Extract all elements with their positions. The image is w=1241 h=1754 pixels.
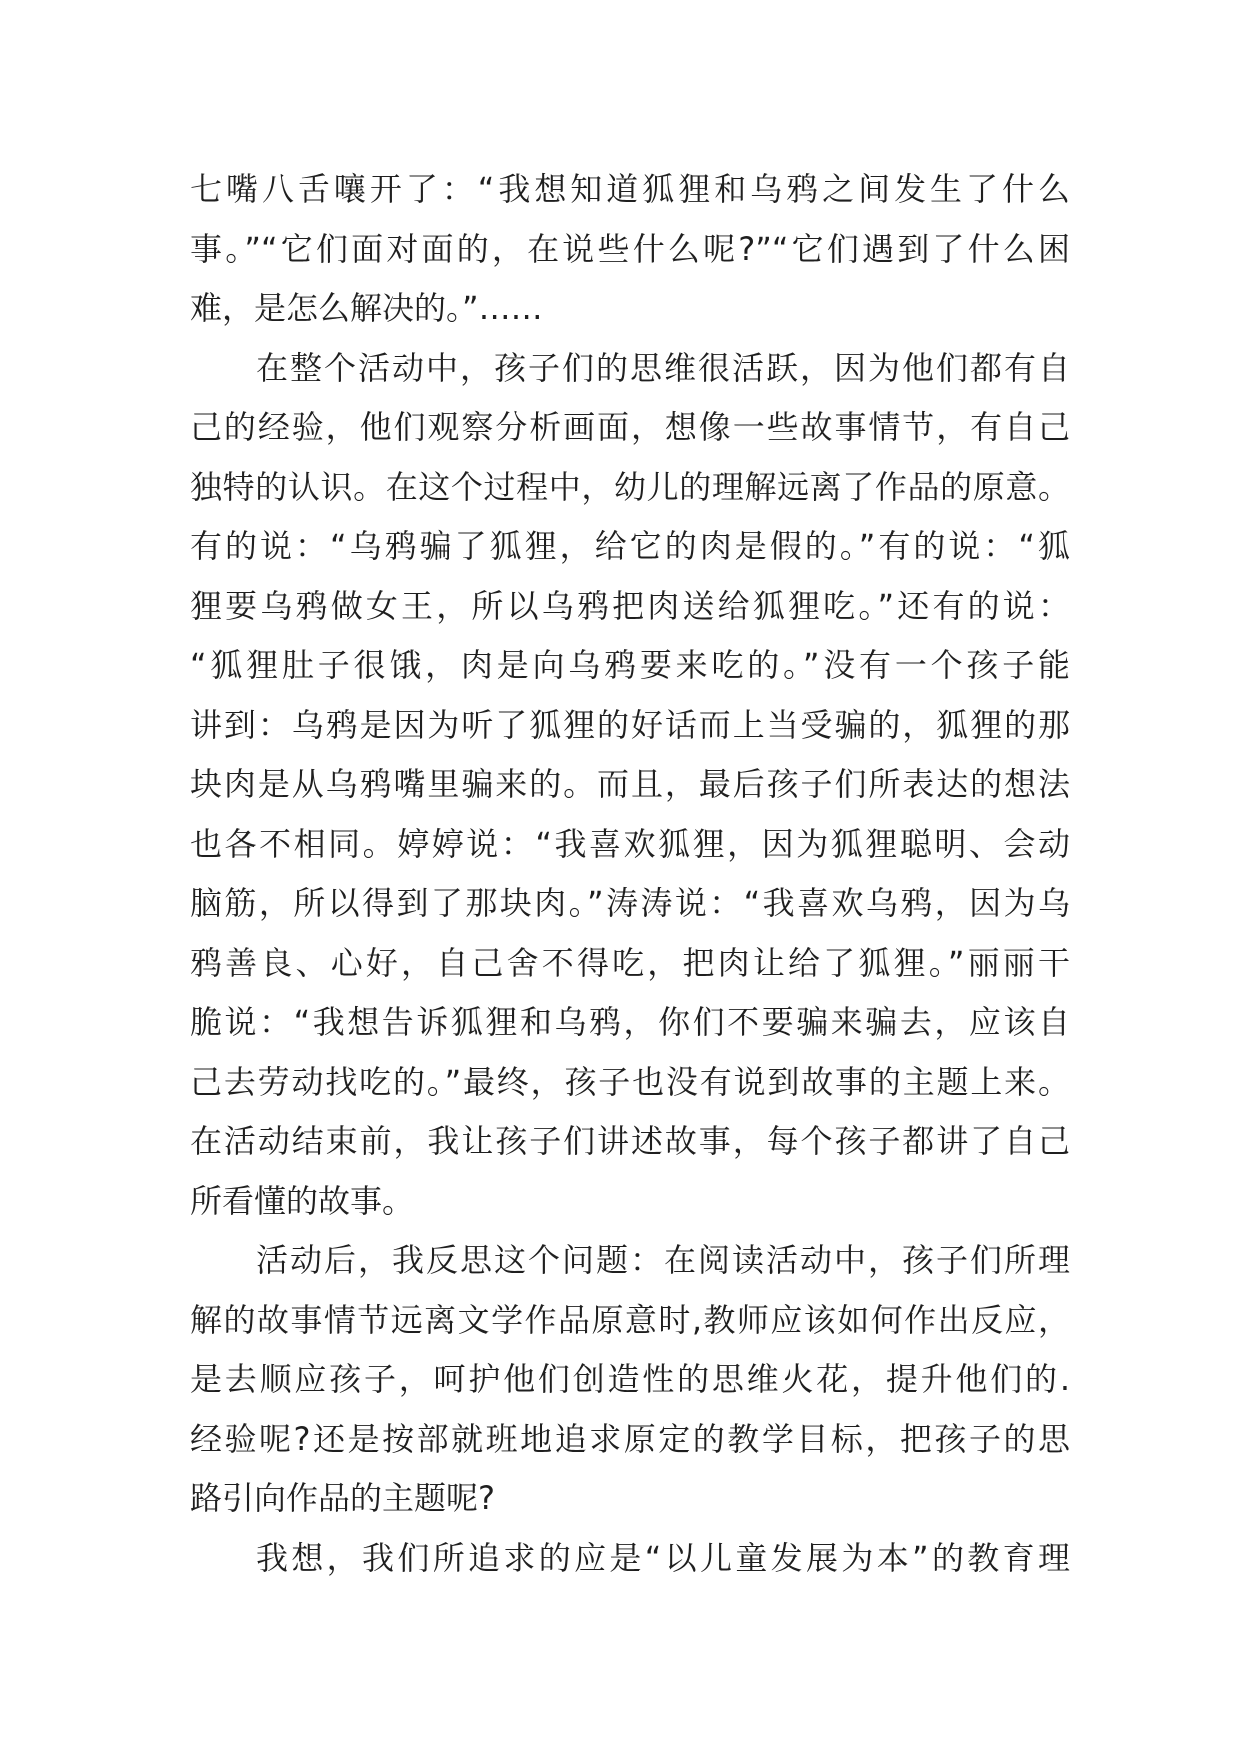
text-line: “狐狸肚子很饿，肉是向乌鸦要来吃的。”没有一个孩子能 bbox=[190, 646, 1070, 684]
text-line: 块肉是从乌鸦嘴里骗来的。而且，最后孩子们所表达的想法 bbox=[190, 765, 1070, 803]
text-line: 己的经验，他们观察分析画面，想像一些故事情节，有自己 bbox=[190, 408, 1070, 446]
text-line: 鸦善良、心好，自己舍不得吃，把肉让给了狐狸。”丽丽干 bbox=[190, 943, 1070, 982]
text-line: 己去劳动找吃的。”最终，孩子也没有说到故事的主题上来。 bbox=[190, 1062, 1070, 1101]
text-line: 七嘴八舌嚷开了：“我想知道狐狸和乌鸦之间发生了什么 bbox=[190, 170, 1070, 208]
text-line: 难，是怎么解决的。”…… bbox=[190, 289, 543, 327]
text-line: 有的说：“乌鸦骗了狐狸，给它的肉是假的。”有的说：“狐 bbox=[190, 527, 1070, 565]
text-line: 经验呢?还是按部就班地追求原定的教学目标，把孩子的思 bbox=[190, 1419, 1070, 1458]
text-line: 事。”“它们面对面的，在说些什么呢?”“它们遇到了什么困 bbox=[190, 229, 1070, 268]
text-line: 狸要乌鸦做女王，所以乌鸦把肉送给狐狸吃。”还有的说： bbox=[190, 586, 1070, 625]
text-line: 脆说：“我想告诉狐狸和乌鸦，你们不要骗来骗去，应该自 bbox=[190, 1003, 1070, 1041]
text-line: 独特的认识。在这个过程中，幼儿的理解远离了作品的原意。 bbox=[190, 467, 1070, 506]
text-line: 在活动结束前，我让孩子们讲述故事，每个孩子都讲了自己 bbox=[190, 1122, 1070, 1160]
text-line: 讲到：乌鸦是因为听了狐狸的好话而上当受骗的，狐狸的那 bbox=[190, 705, 1070, 744]
text-line: 所看懂的故事。 bbox=[190, 1181, 415, 1220]
text-line: 是去顺应孩子，呵护他们创造性的思维火花，提升他们的. bbox=[190, 1360, 1070, 1398]
text-line: 解的故事情节远离文学作品原意时,教师应该如何作出反应， bbox=[190, 1300, 1070, 1339]
text-line: 路引向作品的主题呢? bbox=[190, 1479, 495, 1517]
text-line: 活动后，我反思这个问题：在阅读活动中，孩子们所理 bbox=[256, 1241, 1070, 1279]
text-line: 在整个活动中，孩子们的思维很活跃，因为他们都有自 bbox=[256, 348, 1070, 387]
text-line: 也各不相同。婷婷说：“我喜欢狐狸，因为狐狸聪明、会动 bbox=[190, 824, 1070, 863]
text-line: 我想，我们所追求的应是“以儿童发展为本”的教育理 bbox=[256, 1538, 1070, 1577]
text-line: 脑筋，所以得到了那块肉。”涛涛说：“我喜欢乌鸦，因为乌 bbox=[190, 884, 1070, 922]
body-text bbox=[190, 160, 1070, 1588]
